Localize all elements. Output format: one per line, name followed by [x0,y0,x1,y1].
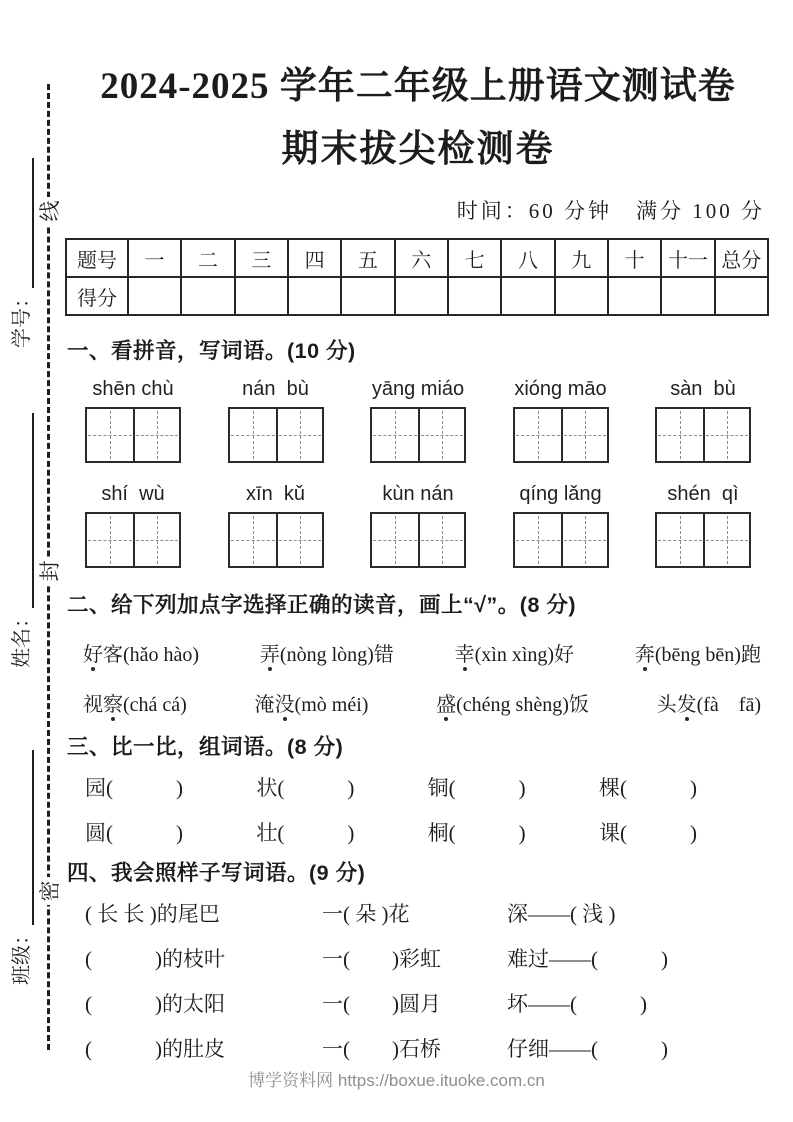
score-header-cell: 八 [501,239,554,277]
pattern-item: ( 长 长 )的尾巴 [85,902,220,926]
pinyin-word-group [228,483,324,568]
pattern-item: ( )的肚皮 [85,1037,225,1061]
grid-cell [372,514,418,566]
pinyin-word-group [513,483,609,568]
grid-cell [418,409,464,461]
score-header-cell: 四 [288,239,341,277]
word-compare-row-2 [85,817,697,847]
phonetic-row-2 [65,688,771,717]
phonetic-text: (xìn xìng)好 [474,644,575,666]
word-compare-item: 棵( ) [598,776,697,800]
phonetic-text: 客(hǎo hào) [103,644,200,666]
writing-grid [370,512,466,568]
name-label: 姓名： [11,608,33,668]
pinyin-word: yāng miáo [371,378,465,400]
pattern-item: ( )的太阳 [85,992,225,1016]
phonetic-text: (bēng bēn)跑 [654,644,761,666]
score-cell [555,277,608,315]
phonetic-item [83,638,199,667]
pinyin-word-group [370,483,466,568]
pinyin-word-group [655,483,751,568]
pattern-item: 一( )圆月 [322,992,441,1016]
class-label: 班级： [11,925,33,985]
grid-cell [230,514,276,566]
word-compare-row-1 [85,772,697,802]
dotted-character: 幸 [455,638,475,667]
pattern-row-2 [85,943,765,973]
dotted-character: 盛 [436,688,456,717]
phonetic-item [255,688,369,717]
writing-grid [85,407,181,463]
pattern-item: ( )的枝叶 [85,947,225,971]
seal-char-mi: 密 [30,877,68,905]
pinyin-word: qíng lǎng [519,483,602,505]
pattern-item: 一( 朵 )花 [322,902,410,926]
writing-grid [228,512,324,568]
pinyin-word: shēn chù [92,378,174,400]
score-cell [395,277,448,315]
score-table [65,238,769,316]
pinyin-word-group [228,378,324,463]
phonetic-item [455,638,574,667]
phonetic-text: 淹 [254,694,275,716]
word-compare-item: 壮( ) [256,821,355,845]
score-header-cell: 二 [181,239,234,277]
score-cell [448,277,501,315]
pattern-item: 一( )石桥 [322,1037,441,1061]
grid-cell [230,409,276,461]
score-cell [235,277,288,315]
writing-grid [513,407,609,463]
pattern-item: 难过——( ) [507,947,668,971]
section4-heading: 四、我会照样子写词语。(9 分) [67,861,366,885]
score-header-cell: 九 [555,239,608,277]
word-compare-item: 圆( ) [85,821,183,845]
pinyin-word: shén qì [667,483,739,505]
dotted-character: 察 [103,688,123,717]
pinyin-word: sàn bù [670,378,736,400]
pinyin-row-2 [85,483,751,568]
grid-cell [276,514,322,566]
score-cell [288,277,341,315]
grid-cell [515,514,561,566]
student-id-blank-line [12,158,34,288]
score-header-cell: 十一 [661,239,714,277]
grid-cell [133,409,179,461]
score-cell [715,277,768,315]
score-table-score-row [66,277,768,315]
exam-meta: 时间：60 分钟 满分 100 分 [456,199,765,223]
grid-cell [418,514,464,566]
score-cell [181,277,234,315]
student-id-field [6,158,34,348]
score-row-label: 得分 [66,277,128,315]
pinyin-word: shí wù [101,483,165,505]
section1-heading: 一、看拼音，写词语。(10 分) [67,339,356,363]
pinyin-word-group [513,378,609,463]
phonetic-text: (chá cá) [123,694,187,716]
pinyin-word: kùn nán [382,483,454,505]
writing-grid [655,512,751,568]
exam-subtitle: 期末拔尖检测卷 [281,129,555,170]
phonetic-item [83,688,187,717]
pattern-item: 一( )彩虹 [322,947,441,971]
pinyin-word: nán bù [242,378,309,400]
score-table-header-row [66,239,768,277]
phonetic-text: (fà fā) [696,694,761,716]
score-header-cell: 题号 [66,239,128,277]
score-header-cell: 六 [395,239,448,277]
pattern-row-4 [85,1033,765,1063]
pattern-item: 坏——( ) [507,992,647,1016]
seal-char-xian: 线 [30,197,68,225]
word-compare-item: 课( ) [598,821,697,845]
word-compare-item: 园( ) [85,776,183,800]
grid-cell [515,409,561,461]
score-cell [128,277,181,315]
word-compare-item: 桐( ) [427,821,526,845]
grid-cell [703,409,749,461]
dotted-character: 奔 [635,638,655,667]
writing-grid [513,512,609,568]
grid-cell [87,409,133,461]
pinyin-word-group [85,483,181,568]
pattern-row-1 [85,898,765,928]
phonetic-row-1 [65,638,771,667]
phonetic-text: (chéng shèng)饭 [456,694,589,716]
grid-cell [276,409,322,461]
phonetic-text: 视 [83,694,103,716]
score-cell [341,277,394,315]
pattern-item: 深——( 浅 ) [507,902,616,926]
name-field [6,413,34,668]
pinyin-word: xīn kǔ [246,483,305,505]
writing-grid [228,407,324,463]
pattern-row-3 [85,988,765,1018]
score-header-cell: 三 [235,239,288,277]
score-cell [608,277,661,315]
class-blank-line [12,750,34,925]
pinyin-word-group [370,378,466,463]
score-cell [661,277,714,315]
word-compare-item: 状( ) [256,776,355,800]
writing-grid [655,407,751,463]
pattern-item: 仔细——( ) [507,1037,668,1061]
writing-grid [370,407,466,463]
phonetic-item [436,688,589,717]
writing-grid [85,512,181,568]
grid-cell [87,514,133,566]
score-header-cell: 一 [128,239,181,277]
exam-title: 2024-2025 学年二年级上册语文测试卷 [100,66,736,107]
score-header-cell: 总分 [715,239,768,277]
name-blank-line [12,413,34,608]
exam-content [65,0,771,1122]
grid-cell [657,409,703,461]
score-header-cell: 七 [448,239,501,277]
grid-cell [133,514,179,566]
phonetic-item [260,638,394,667]
grid-cell [561,514,607,566]
grid-cell [657,514,703,566]
section2-heading: 二、给下列加点字选择正确的读音，画上“√”。(8 分) [67,593,577,617]
footer-note: 博学资料网 https://boxue.ituoke.com.cn [248,1071,545,1090]
phonetic-text: 头 [656,694,677,716]
phonetic-item [657,688,761,717]
dotted-character: 好 [83,638,103,667]
grid-cell [372,409,418,461]
pinyin-word-group [85,378,181,463]
dotted-character: 发 [677,688,697,717]
seal-char-feng: 封 [30,557,68,585]
score-header-cell: 十 [608,239,661,277]
pinyin-word-group [655,378,751,463]
grid-cell [561,409,607,461]
score-header-cell: 五 [341,239,394,277]
dotted-character: 没 [275,688,295,717]
student-id-label: 学号： [11,288,33,348]
pinyin-row-1 [85,378,751,463]
class-field [6,750,34,985]
section3-heading: 三、比一比，组词语。(8 分) [67,735,344,759]
score-cell [501,277,554,315]
phonetic-text: (mò méi) [294,694,369,716]
phonetic-item [635,638,761,667]
pinyin-word: xióng māo [514,378,607,400]
word-compare-item: 铜( ) [427,776,526,800]
phonetic-text: (nòng lòng)错 [279,644,394,666]
dotted-character: 弄 [260,638,280,667]
grid-cell [703,514,749,566]
